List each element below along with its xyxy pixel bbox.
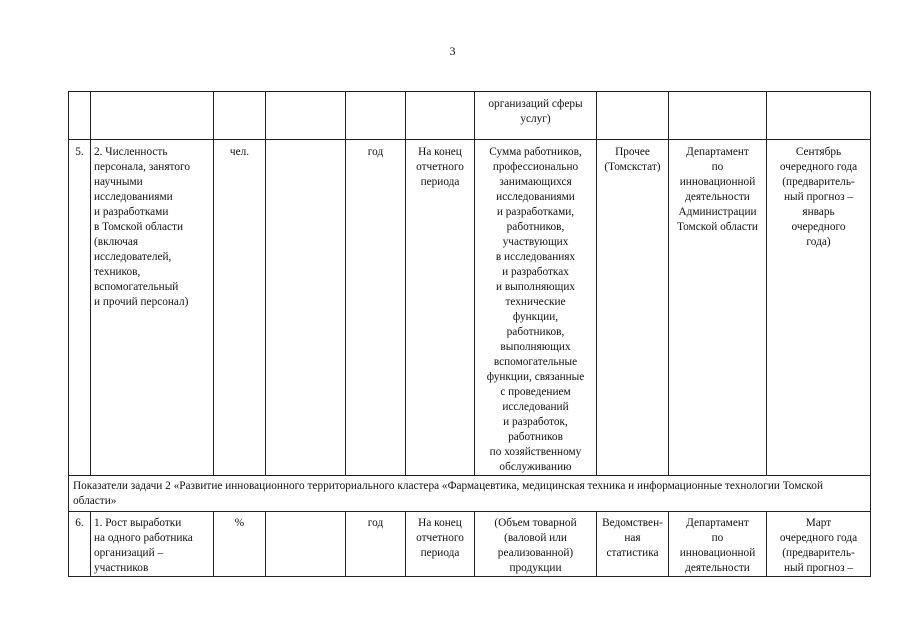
deadline-cell <box>767 92 871 140</box>
deadline-cell: Сентябрь очередного года (предваритель- ный прогноз – январь очередного года) <box>767 140 871 476</box>
table-row <box>69 140 871 476</box>
row-number-cell: 5. <box>69 140 91 476</box>
indicator-name-cell: 1. Рост выработки на одного работника организаций – участников <box>91 512 214 577</box>
time-characteristic-cell <box>406 92 475 140</box>
algorithm-cell: Сумма работников, профессионально занимающихся исследованиями и разработками, работников, участвующих в исследованиях и разработках и выполняющих технические функции, работников, выполняющих вспомогательные функции, связанные с проведением исследований и разработок, работников по хозяйственному обслуживанию <box>475 140 597 476</box>
section-header: Показатели задачи 2 «Развитие инновационного территориального кластера «Фармацевтика, медицинская техника и информационные технологии Томской области» <box>69 476 871 512</box>
unit-cell: % <box>214 512 266 577</box>
periodicity-cell: год <box>346 140 406 476</box>
indicator-name-cell <box>91 92 214 140</box>
section-header-row <box>69 476 871 512</box>
time-characteristic-cell: На конец отчетного периода <box>406 512 475 577</box>
blank-cell <box>266 512 346 577</box>
unit-cell: чел. <box>214 140 266 476</box>
responsible-cell <box>669 92 767 140</box>
source-cell <box>597 92 669 140</box>
page-number: 3 <box>449 44 456 58</box>
algorithm-cell: (Объем товарной (валовой или реализованной) продукции <box>475 512 597 577</box>
source-cell: Ведомствен- ная статистика <box>597 512 669 577</box>
row-number-cell: 6. <box>69 512 91 577</box>
indicator-name-cell: 2. Численность персонала, занятого научными исследованиями и разработками в Томской области (включая исследователей, техников, вспомогательный и прочий персонал) <box>91 140 214 476</box>
algorithm-cell: организаций сферы услуг) <box>475 92 597 140</box>
source-cell: Прочее (Томскстат) <box>597 140 669 476</box>
periodicity-cell: год <box>346 512 406 577</box>
deadline-cell: Март очередного года (предваритель- ный прогноз – <box>767 512 871 577</box>
time-characteristic-cell: На конец отчетного периода <box>406 140 475 476</box>
blank-cell <box>266 92 346 140</box>
unit-cell <box>214 92 266 140</box>
responsible-cell: Департамент по инновационной деятельности Администрации Томской области <box>669 140 767 476</box>
responsible-cell: Департамент по инновационной деятельности <box>669 512 767 577</box>
table-row <box>69 512 871 577</box>
blank-cell <box>266 140 346 476</box>
table-row <box>69 92 871 140</box>
periodicity-cell <box>346 92 406 140</box>
row-number-cell <box>69 92 91 140</box>
indicators-table <box>68 91 871 577</box>
